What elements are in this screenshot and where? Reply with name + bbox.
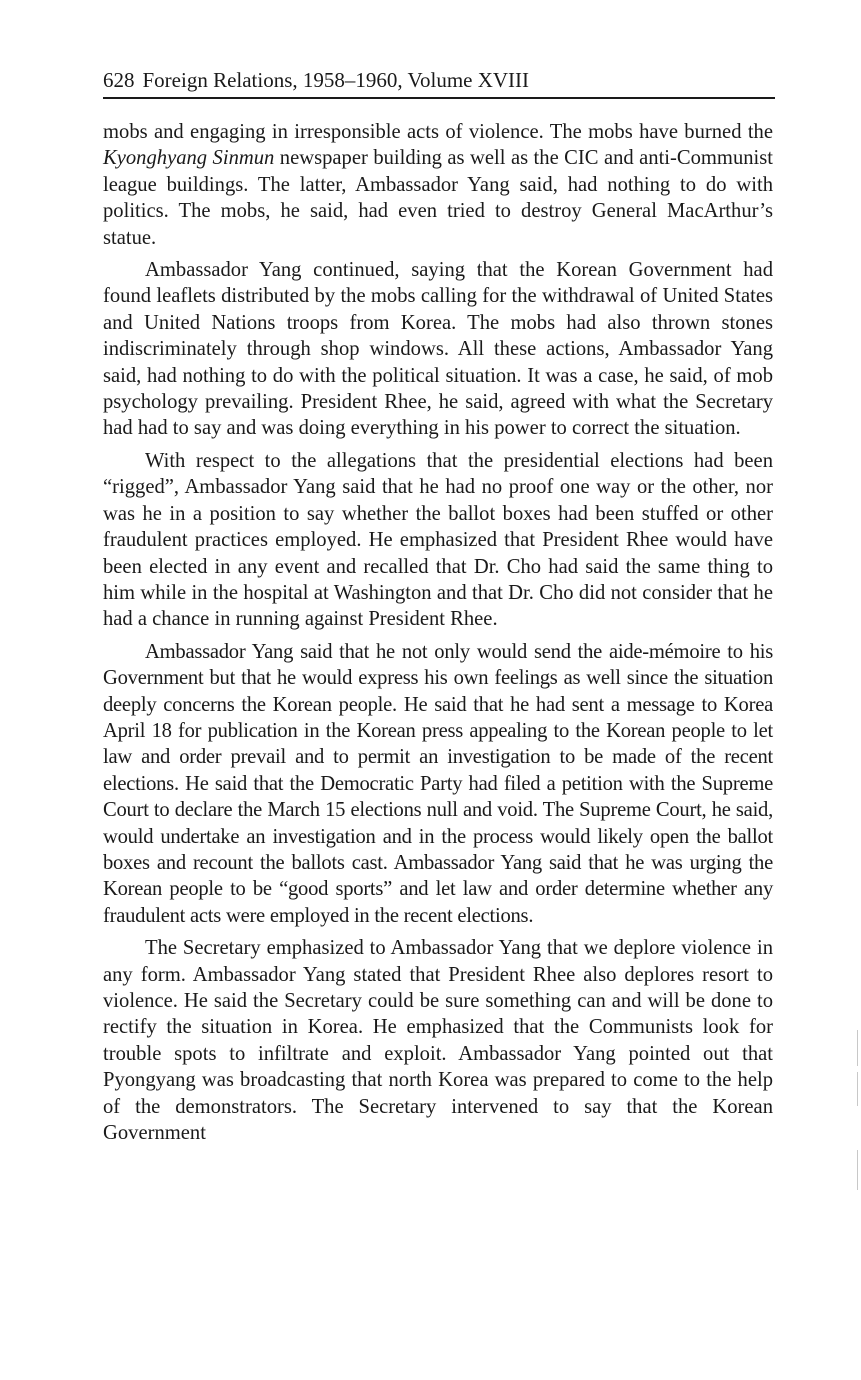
paragraph-1-text-end: newspaper building as well as the CIC and anti-Communist league buildings. The latter, Ambassador Yang said, had nothing to do with politics. The mobs, he said, had even tried to destroy General MacArthur’s statue. [103,147,774,249]
paragraph-3: With respect to the allegations that the presidential elections had been “rigged”, Ambassador Yang said that he had no proof one way or the other, nor was he in a position to say whether the ballot boxes had been stuffed or other fraudulent practices employed. He emphasized that President Rhee would have been elected in any event and recalled that Dr. Cho had said the same thing to him while in the hospital at Washington and that Dr. Cho did not consider that he had a chance in running against President Rhee. [103,449,773,631]
header-rule [103,97,775,99]
paragraph-1-text-start: mobs and engaging in irresponsible acts of violence. The mobs have burned the [103,121,773,143]
scan-edge-mark [857,1072,858,1106]
volume-title: Foreign Relations, 1958–1960, Volume XVIII [142,68,530,92]
paragraph-4: Ambassador Yang said that he not only would send the aide-mémoire to his Government but that he would express his own feelings as well since the situation deeply concerns the Korean people. He said that he had sent a message to Korea April 18 for publication in the Korean press appealing to the Korean people to let law and order prevail and to permit an investigation to be made of the recent elections. He said that the Democratic Party had filed a petition with the Supreme Court to declare the March 15 elections null and void. The Supreme Court, he said, would undertake an investigation and in the process would likely open the ballot boxes and recount the ballots cast. Ambassador Yang said that he was urging the Korean people to be “good sports” and let law and order determine whether any fraudulent acts were employed in the recent elections. [103,640,773,927]
scan-edge-mark [857,1030,858,1066]
paragraph-1 [103,119,773,251]
paragraph-2: Ambassador Yang continued, saying that the Korean Government had found leaflets distributed by the mobs calling for the withdrawal of United States and United Nations troops from Korea. The mobs had also thrown stones indiscriminately through shop windows. All these actions, Ambassador Yang said, had nothing to do with the political situation. It was a case, he said, of mob psychology prevailing. President Rhee, he said, agreed with what the Secretary had had to say and was doing everything in his power to correct the situation. [103,259,773,440]
paragraph-5: The Secretary emphasized to Ambassador Yang that we deplore violence in any form. Ambassador Yang stated that President Rhee also deplores resort to violence. He said the Secretary could be sure something can and will be done to rectify the situation in Korea. He emphasized that the Communists look for trouble spots to infiltrate and exploit. Ambassador Yang pointed out that Pyongyang was broadcasting that north Korea was prepared to come to the help of the demonstrators. The Secretary intervened to say that the Korean Government [103,937,773,1145]
scan-edge-mark [857,1150,858,1190]
page-number: 628 [103,68,135,92]
body-text [103,119,773,1152]
newspaper-name: Kyonghyang Sinmun [103,147,275,170]
running-head [103,66,775,96]
